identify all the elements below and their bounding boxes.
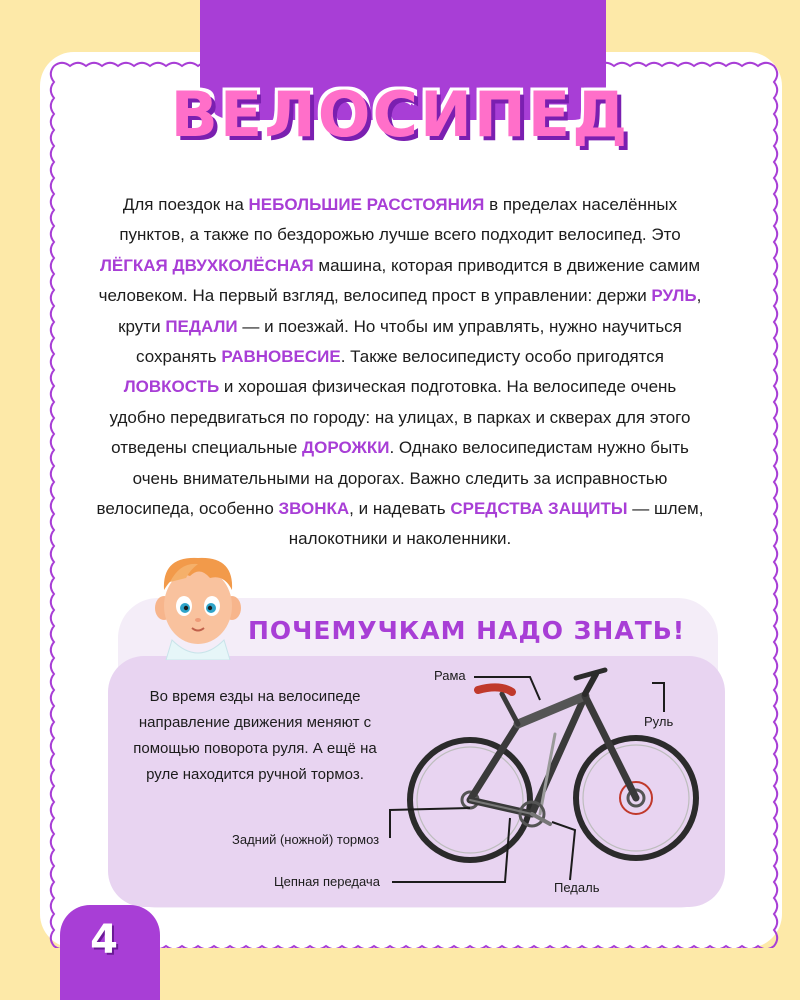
highlight-term: ПЕДАЛИ	[165, 316, 238, 336]
highlight-term: ЛЁГКАЯ ДВУХКОЛЁСНАЯ	[99, 255, 314, 275]
page-number: 4	[90, 917, 118, 963]
highlight-term: НЕБОЛЬШИЕ РАССТОЯНИЯ	[248, 195, 485, 214]
paragraph-text: . Также велосипедисту особо пригодятся	[340, 347, 664, 367]
label-handlebar: Руль	[644, 714, 674, 729]
paragraph-text: — шлем, налокотники и наколенники.	[288, 499, 704, 549]
label-frame: Рама	[434, 668, 466, 683]
tip-title: ПОЧЕМУЧКАМ НАДО ЗНАТЬ!	[248, 616, 686, 645]
paragraph-text: и хорошая физическая подготовка. На велосипеде очень удобно передвигаться по городу: на улицах, в парках и скверах для этого отведены специальные	[109, 377, 691, 458]
label-pedal: Педаль	[554, 880, 600, 895]
paragraph-text: в пределах населённых пунктов, а также по бездорожью лучше всего подходит велосипед. Это	[119, 195, 681, 245]
paragraph-text: машина, которая приводится в движение самим человеком. На первый взгляд, велосипед прост в управлении: держи	[98, 255, 701, 306]
paragraph-text: . Однако велосипедистам нужно быть очень внимательными на дорогах. Важно следить за исправностью велосипеда, особенно	[96, 438, 689, 519]
highlight-term: ДОРОЖКИ	[302, 438, 390, 458]
page-title: ВЕЛОСИПЕД	[170, 78, 630, 151]
highlight-term: ЗВОНКА	[278, 499, 350, 519]
highlight-term: ЛОВКОСТЬ	[123, 377, 220, 397]
label-rear-brake: Задний (ножной) тормоз	[232, 832, 380, 847]
highlight-term: РУЛЬ	[651, 286, 697, 306]
label-chain-drive: Цепная передача	[274, 874, 380, 889]
tip-text: Во время езды на велосипеде направление движения меняют с помощью поворота руля. А ещё на руле находится ручной тормоз.	[133, 688, 377, 783]
paragraph-text: — и поезжай. Но чтобы им управлять, нужно научиться сохранять	[136, 316, 682, 367]
paragraph-text: , крути	[118, 286, 702, 336]
paragraph-text: Для поездок на	[122, 195, 249, 214]
highlight-term: СРЕДСТВА ЗАЩИТЫ	[450, 499, 628, 519]
paragraph-text: , и надевать	[349, 499, 451, 519]
highlight-term: РАВНОВЕСИЕ	[221, 347, 341, 367]
page-number-tab	[60, 905, 160, 1000]
